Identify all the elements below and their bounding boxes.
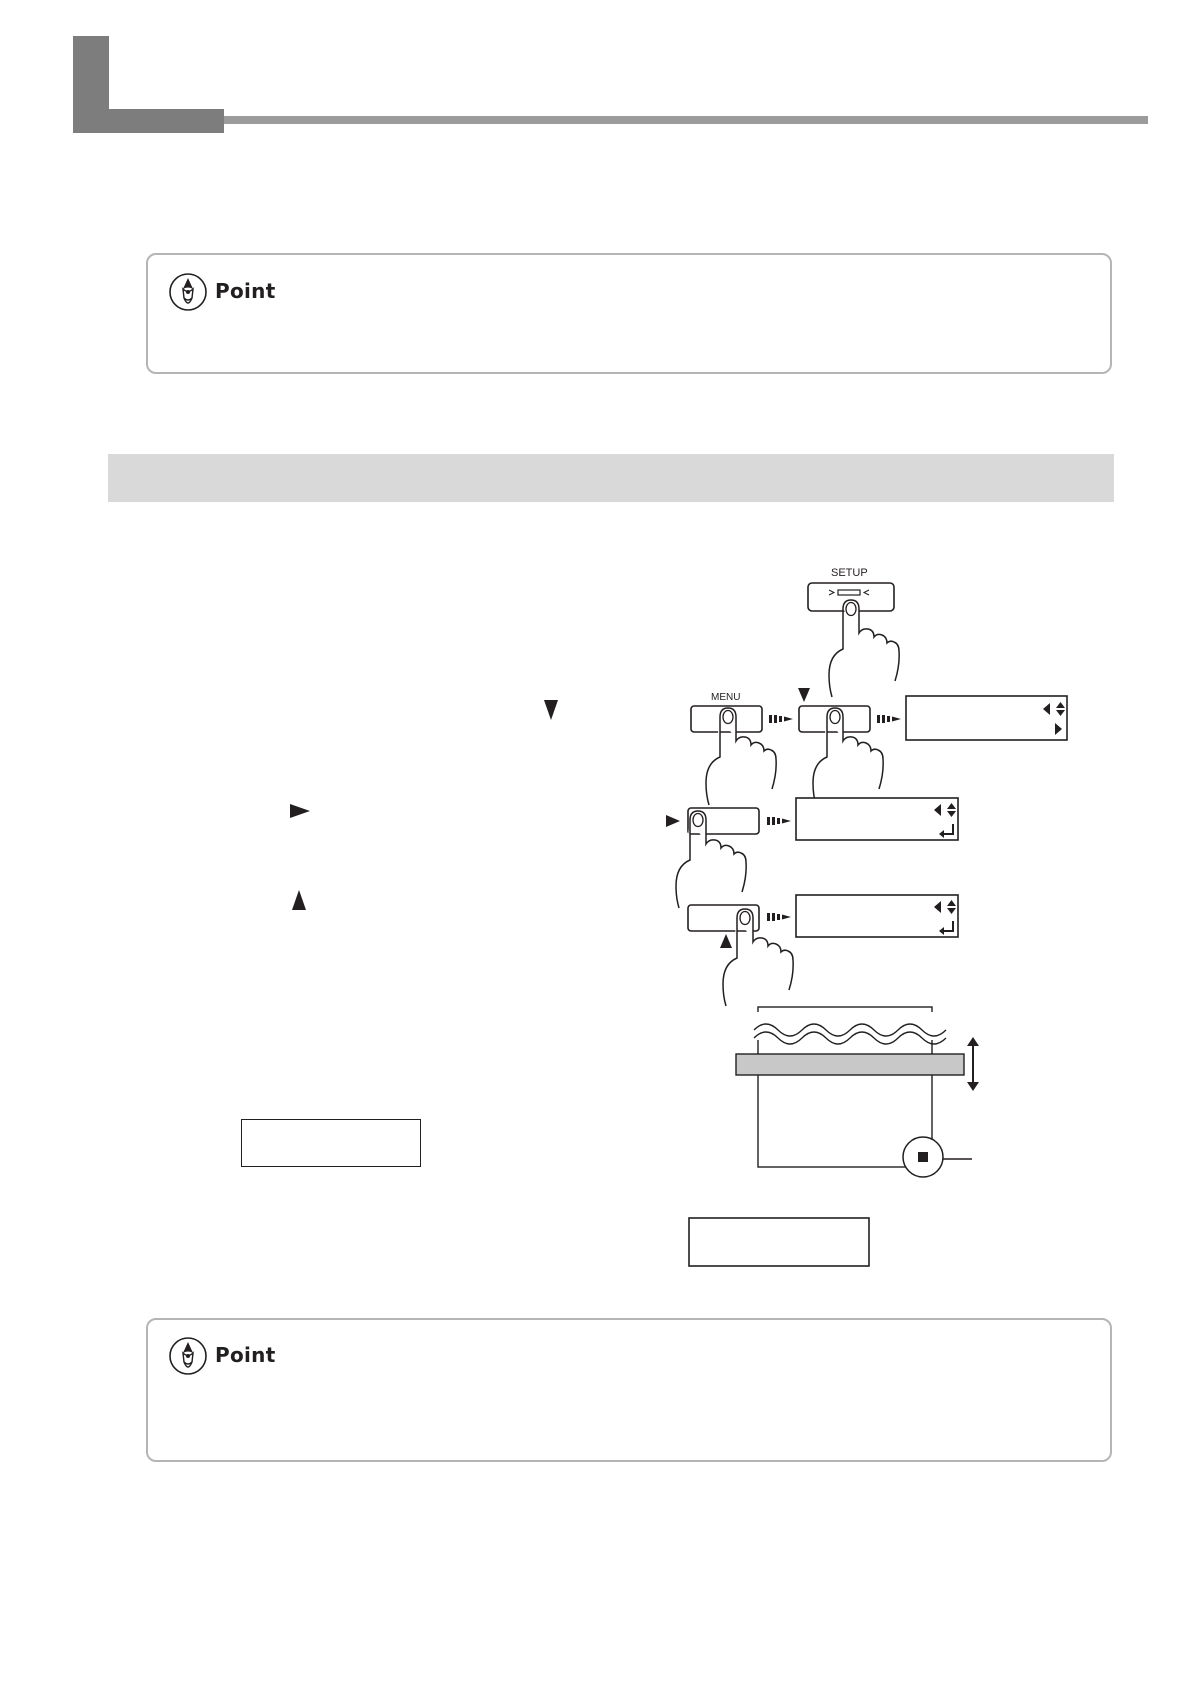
flow-arrow-icon	[767, 913, 791, 921]
down-arrow-icon	[798, 688, 810, 702]
point-label: Point	[215, 1343, 276, 1367]
setup-key	[808, 583, 899, 697]
point-box-2	[146, 1318, 1112, 1462]
flow-arrow-icon	[877, 715, 901, 723]
up-arrow-icon	[720, 934, 732, 948]
double-headed-arrow-icon	[967, 1037, 979, 1091]
up-step-figure	[688, 895, 958, 1006]
lcd-display-figure	[689, 1218, 869, 1266]
point-pen-icon	[168, 1336, 208, 1376]
point-label: Point	[215, 279, 276, 303]
menu-key-label: MENU	[711, 692, 741, 703]
finger-press-icon	[829, 600, 899, 697]
setup-key-label: SETUP	[831, 567, 868, 579]
media-diagram	[736, 1007, 979, 1177]
right-step-figure	[666, 798, 958, 908]
flow-arrow-icon	[767, 817, 791, 825]
right-arrow-icon	[666, 815, 680, 827]
flow-arrow-icon	[769, 715, 793, 723]
menu-step-figure	[691, 688, 1067, 805]
